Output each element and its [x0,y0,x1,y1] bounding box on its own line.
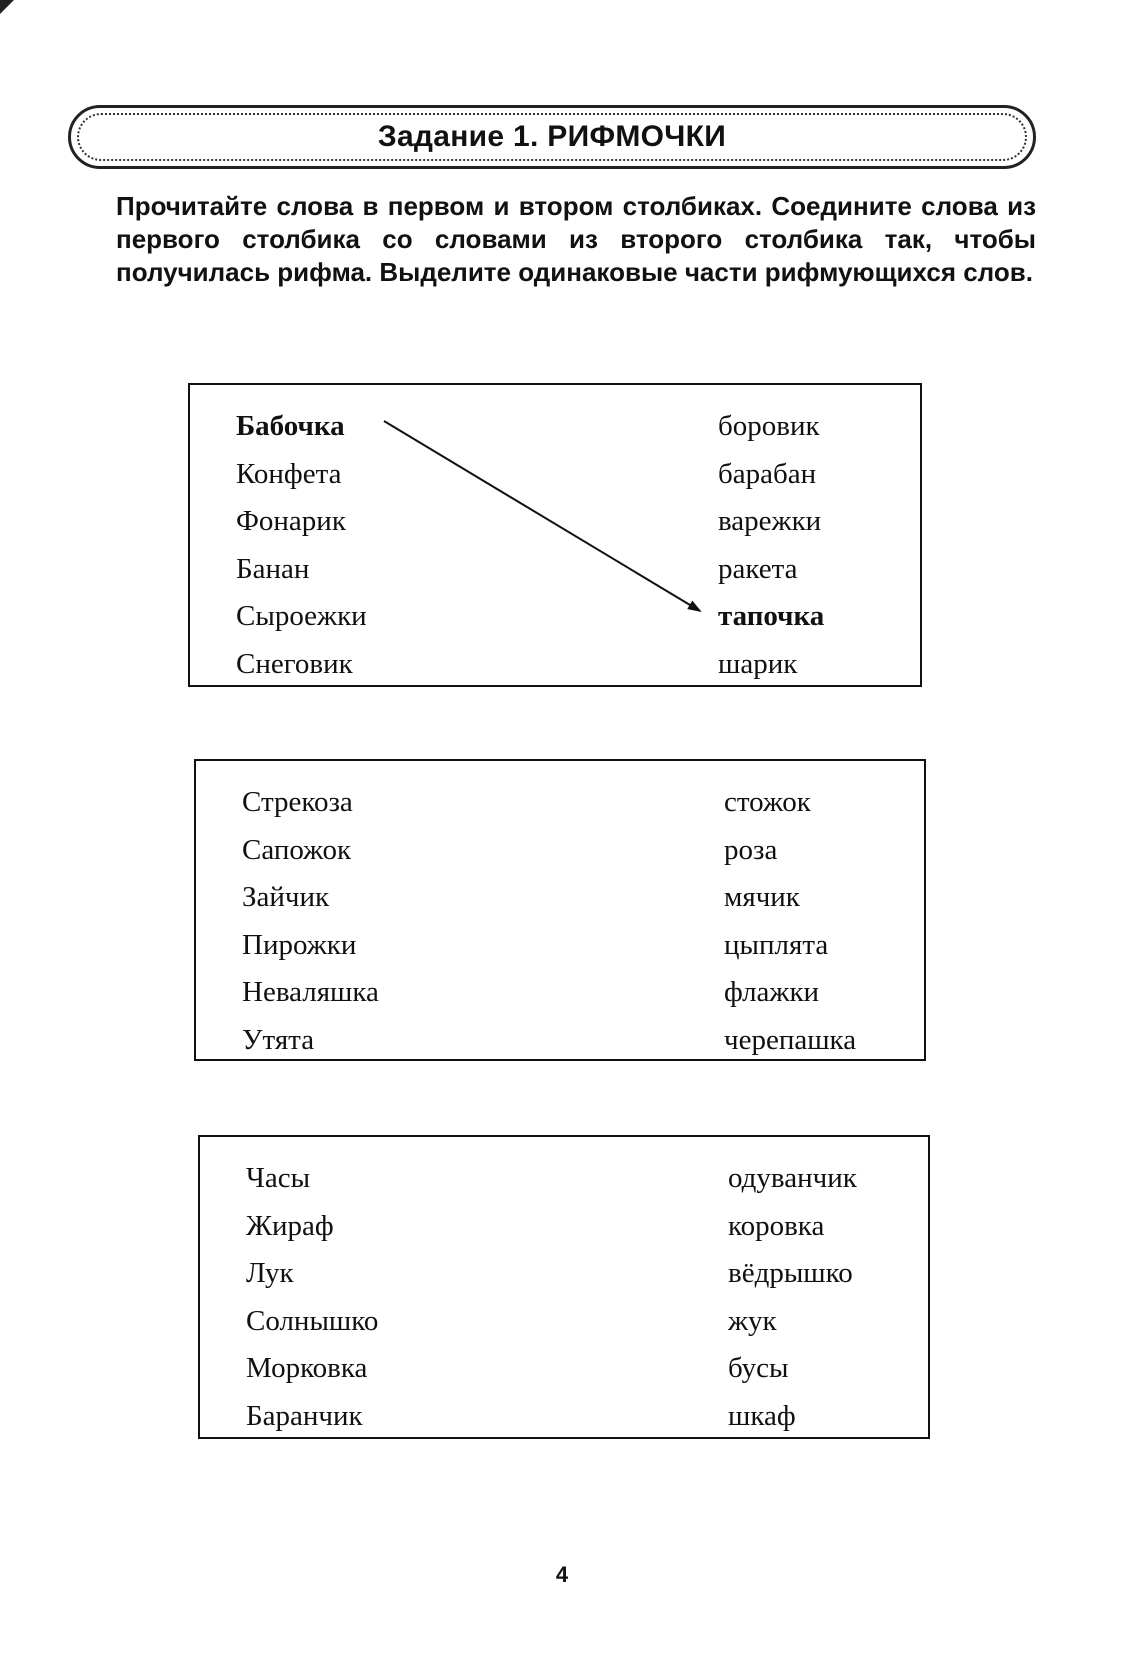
left-word[interactable]: Зайчик [242,881,330,913]
right-word[interactable]: флажки [724,976,820,1008]
left-column [236,403,367,688]
left-word[interactable]: Бабочка [236,410,345,442]
left-word[interactable]: Стрекоза [242,786,353,818]
left-word[interactable]: Баранчик [246,1399,363,1432]
right-column [718,403,824,688]
left-word[interactable]: Банан [236,552,310,585]
page-title: Задание 1. РИФМОЧКИ [377,120,727,153]
instructions-text: Прочитайте слова в первом и втором столбиках. Соедините слова из первого столбика со словами из второго столбика так, чтобы получилась рифма. Выделите одинаковые части рифмующихся слов. [116,191,1036,287]
right-word[interactable]: коровка [728,1209,825,1242]
left-word[interactable]: Морковка [246,1352,368,1384]
right-column [724,779,856,1064]
left-word[interactable]: Конфета [236,457,342,490]
right-word[interactable]: цыплята [724,928,829,961]
left-column [242,779,379,1064]
right-word[interactable]: черепашка [724,1023,857,1056]
left-word[interactable]: Солнышко [246,1304,379,1337]
left-word[interactable]: Жираф [246,1209,334,1242]
right-word[interactable]: мячик [724,881,800,913]
word-box-1 [188,383,922,687]
left-word[interactable]: Сапожок [242,833,352,866]
right-word[interactable]: одуванчик [728,1162,857,1194]
left-word[interactable]: Неваляшка [242,976,379,1008]
title-banner [68,105,1036,169]
left-column [246,1155,378,1440]
left-word[interactable]: Снеговик [236,647,353,680]
right-word[interactable]: вёдрышко [728,1257,853,1289]
left-word[interactable]: Пирожки [242,928,357,961]
right-word[interactable]: тапочка [718,600,825,632]
right-word[interactable]: шкаф [728,1399,796,1432]
right-word[interactable]: варежки [718,505,822,537]
left-word[interactable]: Сыроежки [236,600,367,632]
left-word[interactable]: Лук [246,1257,294,1289]
right-word[interactable]: боровик [718,410,820,442]
right-word[interactable]: барабан [718,457,817,490]
corner-mark [0,0,14,14]
word-box-3 [198,1135,930,1439]
right-word[interactable]: бусы [728,1352,789,1384]
word-box-2 [194,759,926,1061]
right-word[interactable]: жук [728,1304,777,1337]
right-word[interactable]: ракета [718,552,798,585]
left-word[interactable]: Фонарик [236,505,346,537]
page-number: 4 [555,1562,569,1587]
right-column [728,1155,857,1440]
left-word[interactable]: Утята [242,1023,315,1056]
left-word[interactable]: Часы [246,1162,311,1194]
right-word[interactable]: стожок [724,786,811,818]
right-word[interactable]: роза [724,833,778,866]
right-word[interactable]: шарик [718,647,798,680]
